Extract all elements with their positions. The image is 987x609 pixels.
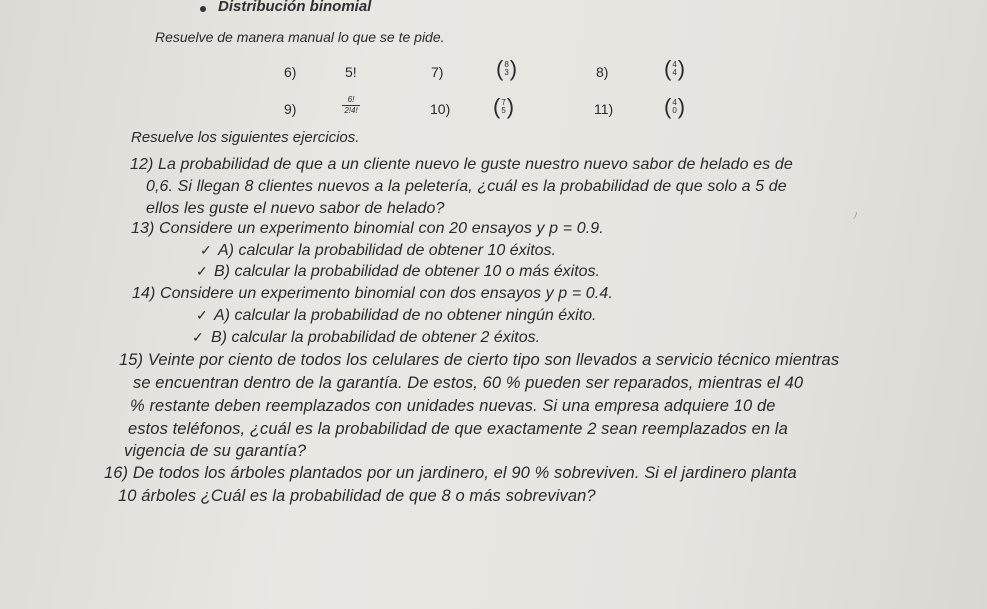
check-icon: ✓ [192, 329, 204, 345]
exercise-10-binomial [493, 96, 514, 118]
left-paren: ( [664, 56, 672, 81]
binomial-top: 4 [672, 60, 677, 69]
exercise-11-label: 11) [594, 101, 614, 117]
problem-14-intro: 14) Considere un experimento binomial con dos ensayos y p = 0.4. [132, 285, 613, 302]
problem-15-line-2: se encuentran dentro de la garantía. De estos, 60 % pueden ser reparados, mientras el 40 [133, 374, 804, 392]
problem-15-line-1: 15) Veinte por ciento de todos los celulares de cierto tipo son llevados a servicio técnico mientras [119, 351, 840, 369]
exercise-6-value: 5! [345, 64, 357, 80]
exercise-10-label: 10) [430, 101, 451, 117]
problem-15-line-3: % restante deben reemplazados con unidades nuevas. Si una empresa adquiere 10 de [130, 397, 776, 415]
exercise-8-label: 8) [596, 64, 609, 80]
left-paren: ( [496, 56, 504, 81]
check-icon: ✓ [196, 263, 208, 279]
exercise-6-label: 6) [284, 64, 297, 80]
left-paren: ( [493, 94, 501, 119]
left-paren: ( [664, 94, 672, 119]
problem-14-part-b: B) calcular la probabilidad de obtener 2 éxitos. [211, 329, 541, 346]
exercise-7-binomial [496, 58, 517, 80]
problem-12-line-3: ellos les guste el nuevo sabor de helado? [146, 200, 445, 217]
right-paren: ) [506, 94, 515, 119]
check-icon: ✓ [200, 242, 212, 258]
problem-13-part-a: A) calcular la probabilidad de obtener 10 éxitos. [218, 242, 556, 259]
instruction-exercises: Resuelve los siguientes ejercicios. [131, 129, 360, 146]
check-icon: ✓ [196, 307, 208, 323]
exercise-7-label: 7) [431, 64, 444, 80]
binomial-bottom: 4 [672, 68, 677, 77]
problem-15-line-5: vigencia de su garantía? [124, 442, 307, 460]
instruction-manual: Resuelve de manera manual lo que se te pide. [155, 29, 445, 45]
binomial-top: 4 [672, 98, 677, 107]
problem-16-line-2: 10 árboles ¿Cuál es la probabilidad de que 8 o más sobrevivan? [118, 487, 596, 505]
problem-16-line-1: 16) De todos los árboles plantados por un jardinero, el 90 % sobreviven. Si el jardinero planta [104, 464, 797, 482]
fraction-denominator: 2!4! [344, 106, 358, 115]
right-paren: ) [509, 56, 518, 81]
binomial-bottom: 0 [672, 106, 677, 115]
problem-14-part-a: A) calcular la probabilidad de no obtener ningún éxito. [214, 307, 597, 324]
exercise-9-fraction [342, 95, 360, 116]
bullet-dot [200, 6, 206, 12]
stray-ink-mark: ﾉ [853, 211, 858, 221]
exercise-8-binomial [664, 58, 685, 80]
right-paren: ) [677, 56, 686, 81]
exercise-9-label: 9) [284, 101, 297, 117]
problem-13-intro: 13) Considere un experimento binomial con 20 ensayos y p = 0.9. [131, 220, 604, 237]
binomial-top: 7 [501, 98, 506, 107]
section-title: Distribución binomial [218, 0, 372, 15]
binomial-top: 8 [504, 60, 509, 69]
right-paren: ) [677, 94, 686, 119]
problem-12-line-2: 0,6. Si llegan 8 clientes nuevos a la peletería, ¿cuál es la probabilidad de que solo a 5 de [146, 178, 787, 195]
problem-12-line-1: 12) La probabilidad de que a un cliente nuevo le guste nuestro nuevo sabor de helado es de [130, 156, 793, 173]
binomial-bottom: 5 [501, 106, 506, 115]
exercise-11-binomial [664, 96, 685, 118]
fraction-numerator: 6! [347, 95, 355, 104]
binomial-bottom: 3 [504, 68, 509, 77]
problem-15-line-4: estos teléfonos, ¿cuál es la probabilidad de que exactamente 2 sean reemplazados en la [128, 420, 788, 438]
problem-13-part-b: B) calcular la probabilidad de obtener 10 o más éxitos. [214, 263, 600, 280]
